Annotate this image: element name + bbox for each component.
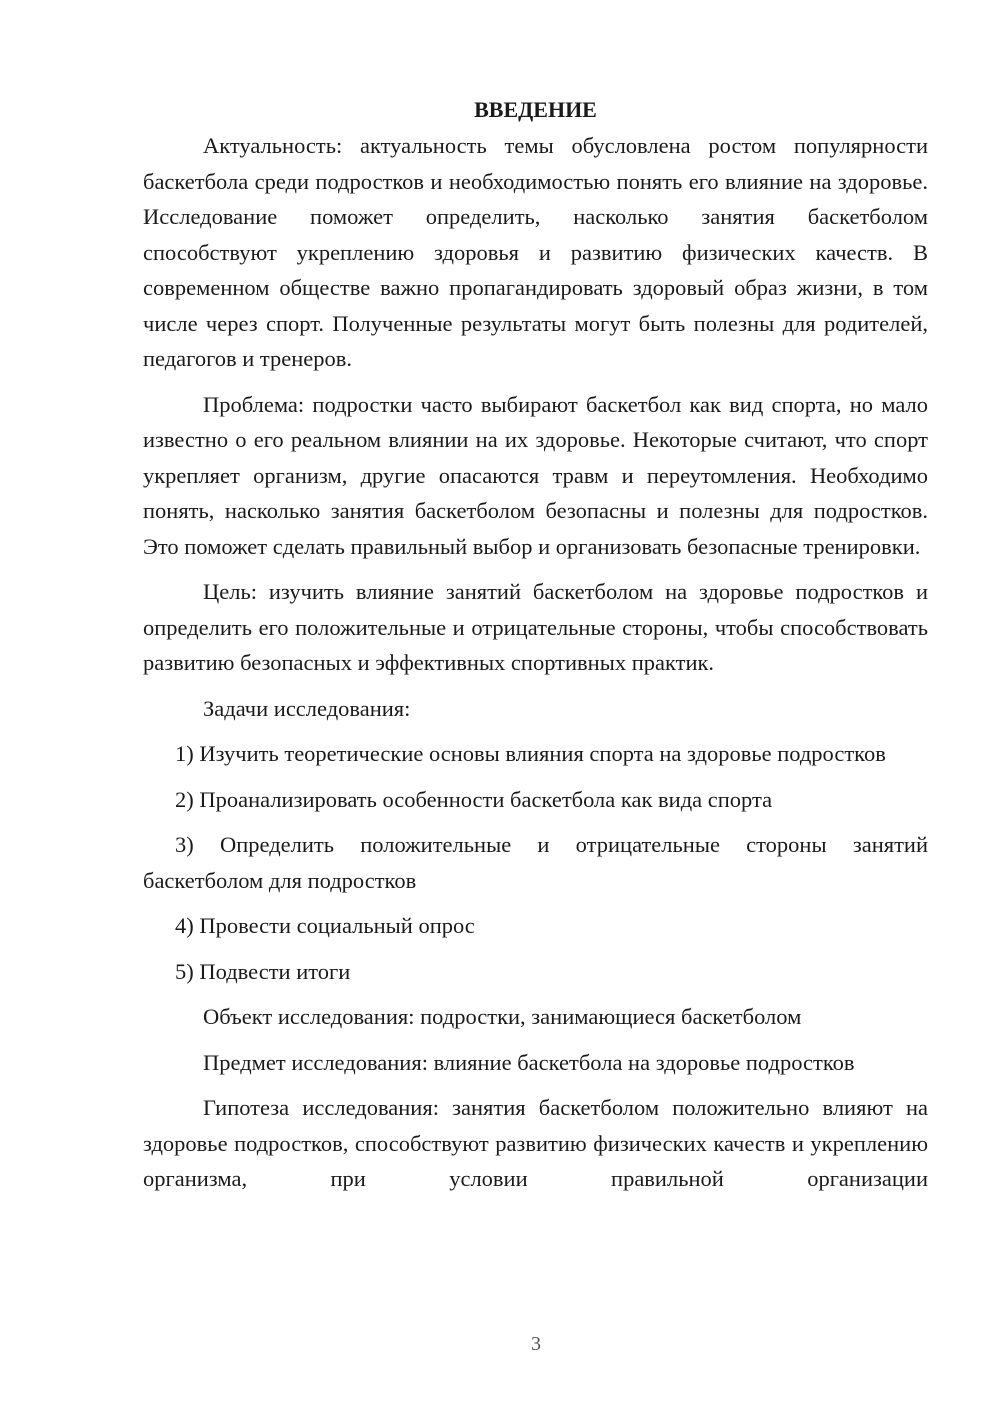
document-page xyxy=(143,92,928,1207)
page-number: 3 xyxy=(531,1333,541,1355)
task-item-3: 3) Определить положительные и отрицательные стороны занятий баскетболом для подростков xyxy=(143,832,928,893)
tasks-heading: Задачи исследования: xyxy=(203,695,411,721)
task-item-5: 5) Подвести итоги xyxy=(175,958,351,984)
relevance-paragraph: Актуальность: актуальность темы обусловлена ростом популярности баскетбола среди подростков и необходимостью понять его влияние на здоровье. Исследование поможет определить, насколько занятия баскетболом способствуют укреплению здоровья и развитию физических качеств. В современном обществе важно пропагандировать здоровый образ жизни, в том числе через спорт. Полученные результаты могут быть полезны для родителей, педагогов и тренеров. xyxy=(143,133,928,371)
object-paragraph: Объект исследования: подростки, занимающиеся баскетболом xyxy=(203,1004,802,1029)
task-item-1: 1) Изучить теоретические основы влияния спорта на здоровье подростков xyxy=(175,741,886,766)
task-item-2: 2) Проанализировать особенности баскетбола как вида спорта xyxy=(175,786,773,812)
problem-paragraph: Проблема: подростки часто выбирают баскетбол как вид спорта, но мало известно о его реальном влиянии на их здоровье. Некоторые считают, что спорт укрепляет организм, другие опасаются травм и переутомления. Необходимо понять, насколько занятия баскетболом безопасны и полезны для подростков. Это поможет сделать правильный выбор и организовать безопасные тренировки. xyxy=(143,391,928,559)
subject-paragraph: Предмет исследования: влияние баскетбола на здоровье подростков xyxy=(203,1049,855,1075)
task-item-4: 4) Провести социальный опрос xyxy=(175,913,475,938)
hypothesis-paragraph: Гипотеза исследования: занятия баскетболом положительно влияют на здоровье подростков, способствуют развитию физических качеств и укреплению организма, при условии правильной организации xyxy=(143,1095,928,1191)
section-heading: ВВЕДЕНИЕ xyxy=(474,97,597,122)
goal-paragraph: Цель: изучить влияние занятий баскетболом на здоровье подростков и определить его положительные и отрицательные стороны, чтобы способствовать развитию безопасных и эффективных спортивных практик. xyxy=(143,579,928,675)
